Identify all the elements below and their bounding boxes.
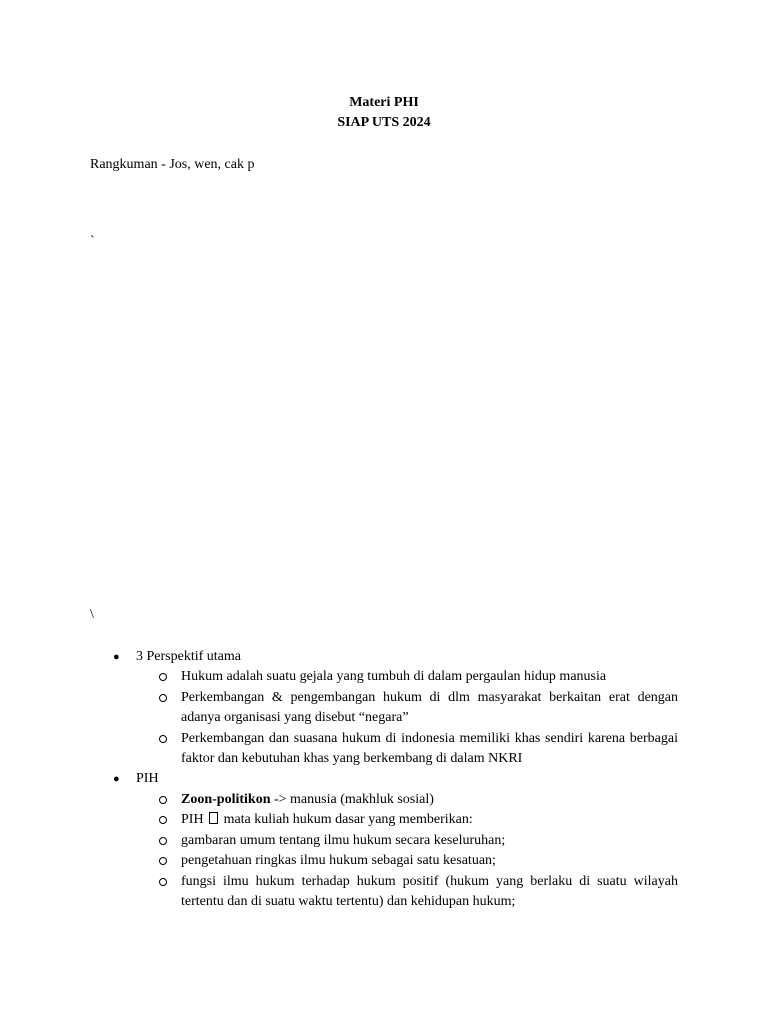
stray-backtick: `	[90, 234, 95, 249]
sub-item-rest: -> manusia (makhluk sosial)	[270, 792, 434, 807]
sub-item: Perkembangan dan suasana hukum di indonesia memiliki khas sendiri karena berbagai faktor dan kebutuhan khas yang berkembang di dalam NKRI	[181, 731, 678, 766]
sub-item-pre: PIH	[181, 812, 204, 827]
sub-item: fungsi ilmu hukum terhadap hukum positif (hukum yang berlaku di suatu wilayah tertentu dan di suatu waktu tertentu) dan kehidupan hukum;	[181, 874, 678, 909]
circle-bullet-icon	[159, 796, 167, 804]
list-item-pih: PIH	[136, 771, 159, 786]
bullet-icon: ●	[113, 651, 120, 663]
sub-item-post: mata kuliah hukum dasar yang memberikan:	[223, 812, 473, 827]
missing-glyph-icon	[209, 812, 218, 824]
circle-bullet-icon	[159, 816, 167, 824]
list-item-perspektif: 3 Perspektif utama	[136, 649, 241, 664]
sub-item: Hukum adalah suatu gejala yang tumbuh di dalam pergaulan hidup manusia	[181, 669, 607, 684]
circle-bullet-icon	[159, 735, 167, 743]
sub-item: gambaran umum tentang ilmu hukum secara keseluruhan;	[181, 833, 506, 848]
stray-backslash: \	[90, 607, 94, 622]
sub-item: pengetahuan ringkas ilmu hukum sebagai satu kesatuan;	[181, 853, 496, 868]
circle-bullet-icon	[159, 857, 167, 865]
sub-item	[181, 790, 678, 810]
bullet-icon: ●	[113, 773, 120, 785]
summary-line: Rangkuman - Jos, wen, cak p	[90, 157, 255, 172]
document-title: Materi PHI	[349, 95, 419, 110]
circle-bullet-icon	[159, 673, 167, 681]
circle-bullet-icon	[159, 694, 167, 702]
document-subtitle: SIAP UTS 2024	[337, 115, 431, 130]
sub-item: Perkembangan & pengembangan hukum di dlm masyarakat berkaitan erat dengan adanya organisasi yang disebut “negara”	[181, 690, 678, 725]
sub-item	[181, 810, 678, 830]
circle-bullet-icon	[159, 878, 167, 886]
zoon-politikon-term: Zoon-politikon	[181, 792, 271, 807]
circle-bullet-icon	[159, 837, 167, 845]
